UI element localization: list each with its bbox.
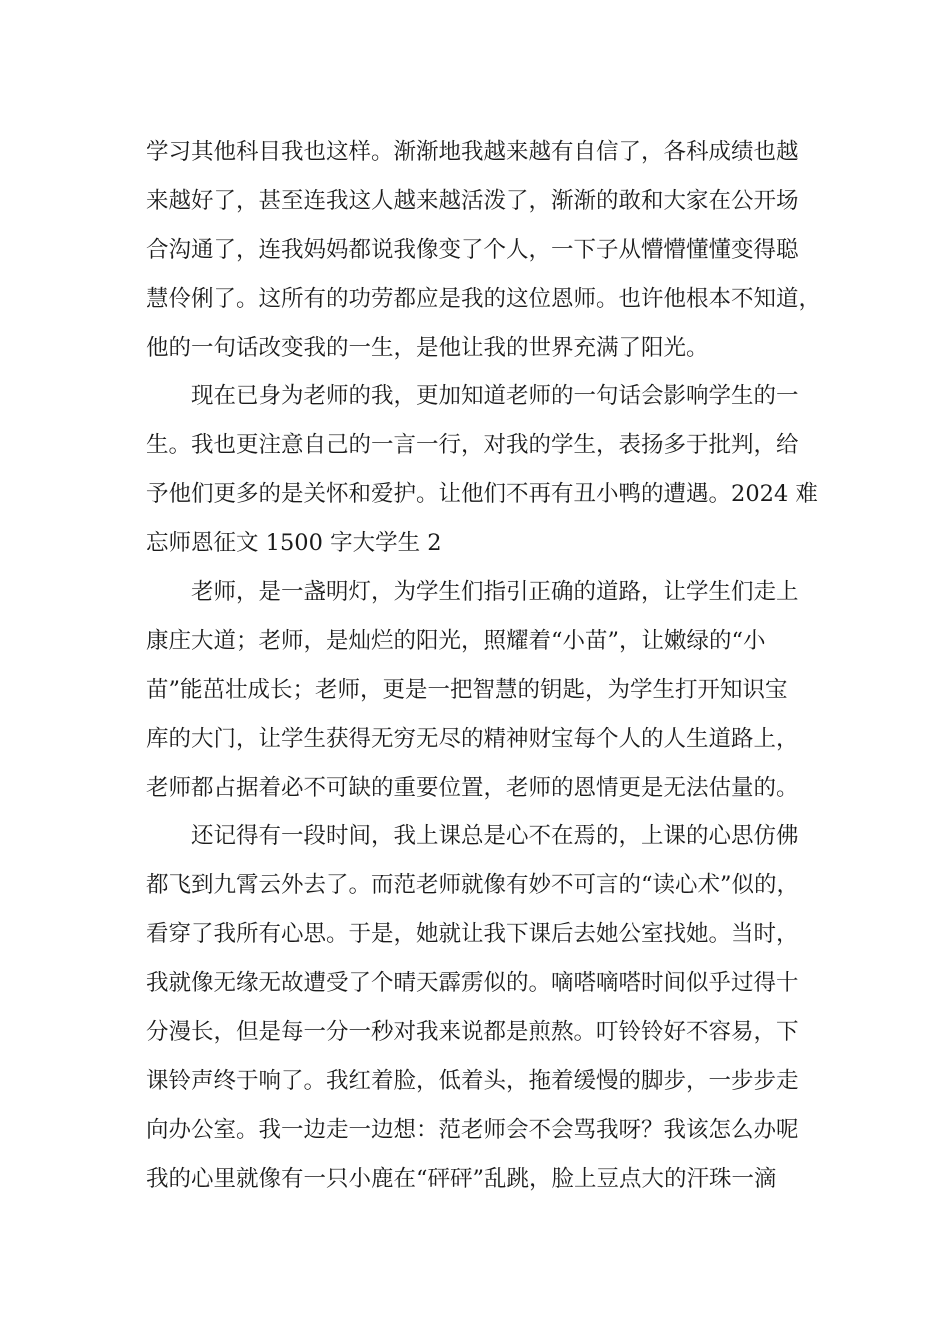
text-line: 苗”能茁壮成长；老师，更是一把智慧的钥匙，为学生打开知识宝 [146,676,788,703]
text-line: 课铃声终于响了。我红着脸，低着头，拖着缓慢的脚步，一步步走 [146,1067,799,1094]
text-line: 我就像无缘无故遭受了个晴天霹雳似的。嘀嗒嘀嗒时间似乎过得十 [146,970,799,997]
text-line: 生。我也更注意自己的一言一行，对我的学生，表扬多于批判，给 [146,432,799,459]
text-line: 予他们更多的是关怀和爱护。让他们不再有丑小鸭的遭遇。2024 难 [146,481,818,508]
text-line: 老师都占据着必不可缺的重要位置，老师的恩情更是无法估量的。 [146,774,799,801]
document-body [146,128,826,1204]
paragraph-first-line: 现在已身为老师的我，更加知道老师的一句话会影响学生的一 [191,383,799,410]
text-line: 合沟通了，连我妈妈都说我像变了个人，一下子从懵懵懂懂变得聪 [146,236,799,263]
text-line: 他的一句话改变我的一生，是他让我的世界充满了阳光。 [146,334,709,361]
paragraph-first-line: 老师，是一盏明灯，为学生们指引正确的道路，让学生们走上 [191,579,799,606]
text-line: 忘师恩征文 1500 字大学生 2 [146,530,442,557]
text-line: 都飞到九霄云外去了。而范老师就像有妙不可言的“读心术”似的， [146,872,800,899]
text-line: 康庄大道；老师，是灿烂的阳光，照耀着“小苗”，让嫩绿的“小 [146,627,766,654]
text-line: 慧伶俐了。这所有的功劳都应是我的这位恩师。也许他根本不知道， [146,285,822,312]
text-line: 来越好了，甚至连我这人越来越活泼了，渐渐的敢和大家在公开场 [146,187,799,214]
text-line: 向办公室。我一边走一边想：范老师会不会骂我呀？我该怎么办呢 [146,1116,799,1143]
text-line: 学习其他科目我也这样。渐渐地我越来越有自信了，各科成绩也越 [146,139,799,165]
text-line: 我的心里就像有一只小鹿在“砰砰”乱跳，脸上豆点大的汗珠一滴 [146,1165,777,1192]
text-line: 库的大门，让学生获得无穷无尽的精神财宝每个人的人生道路上， [146,725,799,752]
text-line: 分漫长，但是每一分一秒对我来说都是煎熬。叮铃铃好不容易，下 [146,1019,799,1046]
text-line: 看穿了我所有心思。于是，她就让我下课后去她公室找她。当时， [146,921,799,948]
paragraph-first-line: 还记得有一段时间，我上课总是心不在焉的，上课的心思仿佛 [191,823,799,850]
